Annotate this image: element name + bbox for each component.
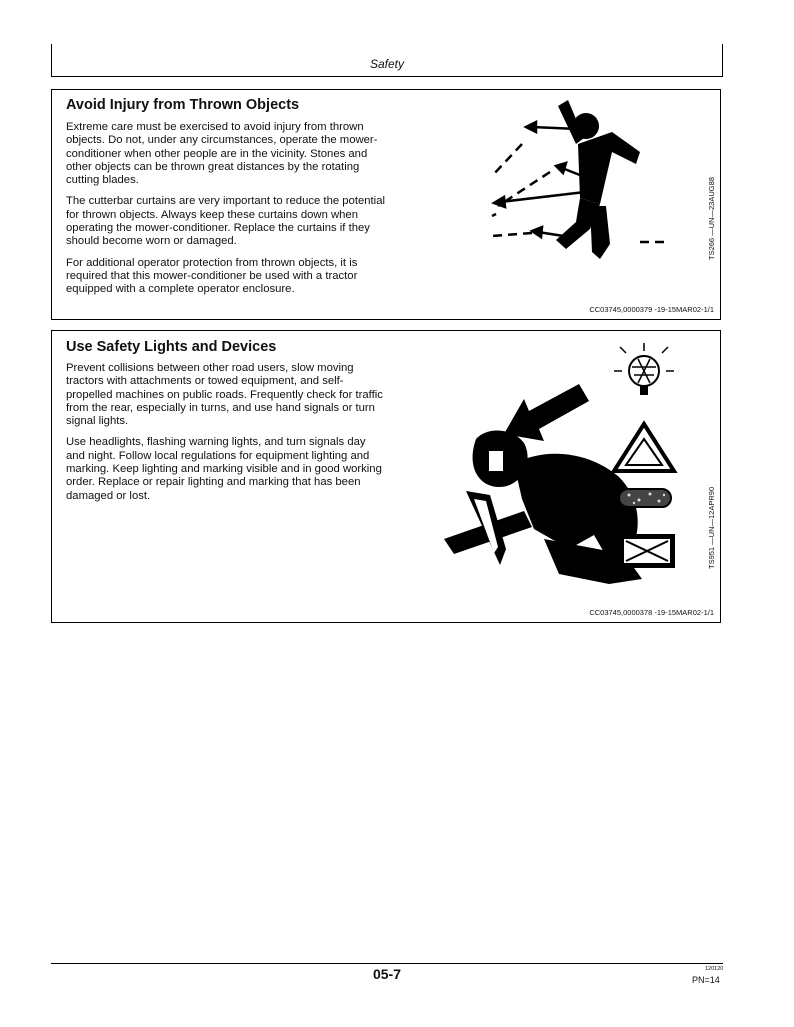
- header-bottom-rule: [51, 76, 723, 77]
- paragraph: Prevent collisions between other road users, slow moving tractors with attachments or towed equipment, and self-propelled machines on public roads. Frequently check for traffic from the rear, especially in turns, and use hand signals or turn signal lights.: [66, 362, 383, 428]
- figure-code: TS951 —UN—12APR90: [707, 486, 716, 569]
- section-safety-lights: [51, 330, 721, 623]
- warning-arrow-icon: [504, 384, 589, 441]
- section-thrown-objects: [51, 89, 721, 320]
- footer-small-code: 120120: [705, 966, 724, 972]
- footer-pn: PN=14: [692, 975, 720, 985]
- footer-rule: [51, 963, 723, 964]
- section-body: [66, 121, 386, 305]
- section-title: Use Safety Lights and Devices: [66, 339, 277, 355]
- page-header-title: Safety: [369, 57, 405, 71]
- paragraph: For additional operator protection from thrown objects, it is required that this mower-conditioner be used with a tractor equipped with a complete operator enclosure.: [66, 256, 358, 296]
- figure-code: TS266 —UN—23AUG88: [707, 177, 716, 260]
- reflective-strip-icon: [619, 489, 671, 507]
- paragraph: The cutterbar curtains are very important to reduce the potential for thrown objects. Always keep these curtains down when operating the mower-conditioner. Replace the curtains if they should become worn or damaged.: [66, 195, 385, 248]
- reference-code: CC03745,0000378 -19-15MAR02-1/1: [589, 608, 714, 617]
- slow-moving-vehicle-triangle-icon: [614, 424, 674, 471]
- tail-lamp-icon: [619, 534, 675, 568]
- reference-code: CC03745,0000379 -19-15MAR02-1/1: [589, 305, 714, 314]
- paragraph: Use headlights, flashing warning lights, and turn signals day and night. Follow local regulations for equipment lighting and marking. Keep lighting and marking visible and in good working order. Replace or repair lighting and marking that has been damaged or lost.: [66, 436, 382, 502]
- page-number: 05-7: [372, 966, 402, 982]
- safety-lights-illustration: [394, 339, 684, 599]
- section-title: Avoid Injury from Thrown Objects: [66, 97, 300, 113]
- beacon-light-icon: [614, 343, 674, 395]
- thrown-objects-illustration: [440, 94, 680, 266]
- section-body: [66, 362, 386, 511]
- paragraph: Extreme care must be exercised to avoid injury from thrown objects. Do not, under any circumstances, operate the mower-conditioner when other people are in the vicinity. Stones and other objects can be thrown great distances by the rotating cutting blades.: [66, 121, 378, 187]
